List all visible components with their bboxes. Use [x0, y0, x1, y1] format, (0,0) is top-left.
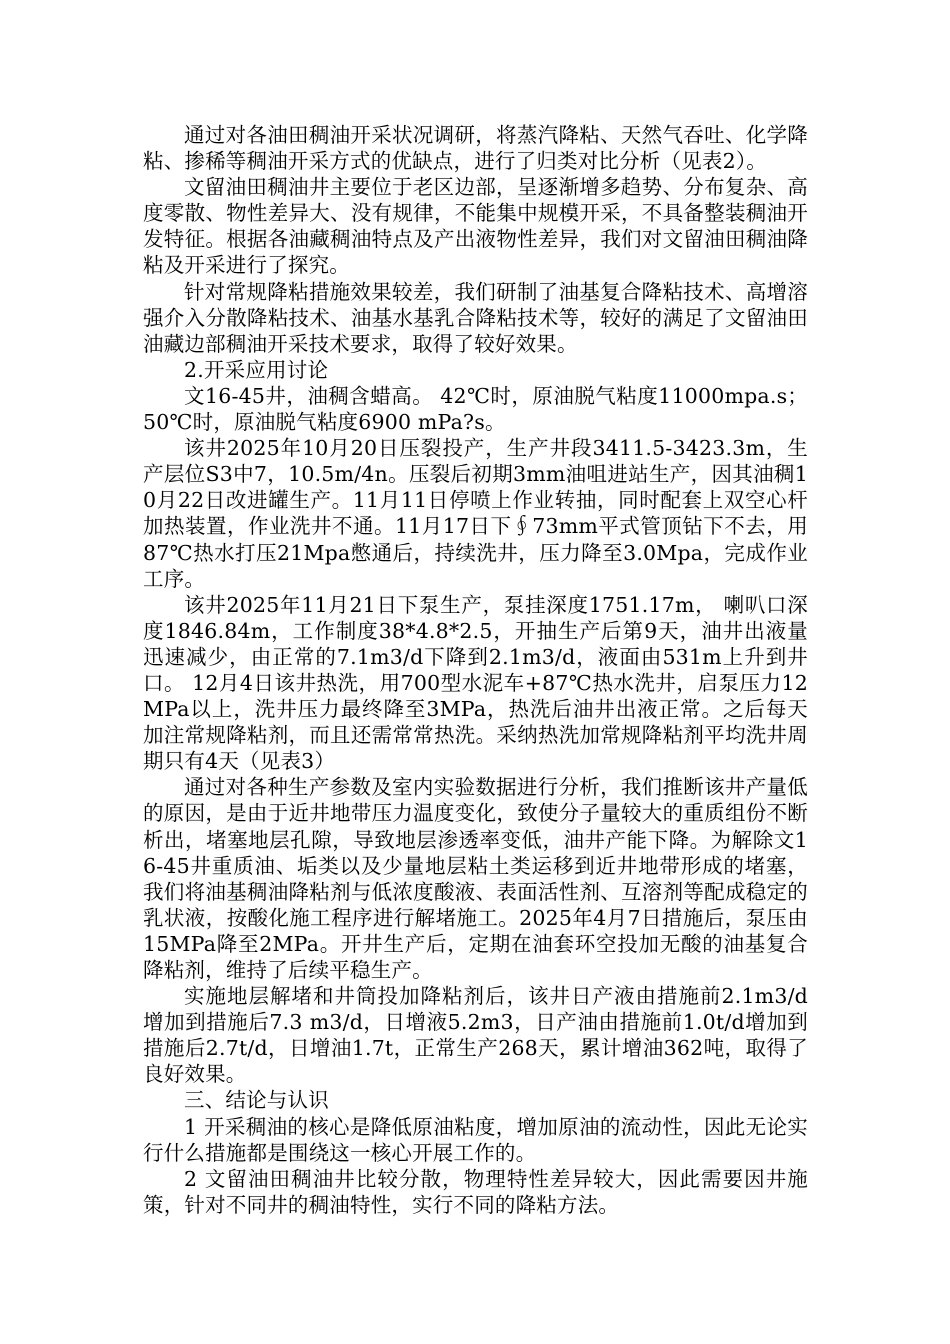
section-heading: 三、结论与认识 [184, 1088, 329, 1113]
document-body [143, 122, 808, 1218]
paragraph: 1 开采稠油的核心是降低原油粘度，增加原油的流动性，因此无论实行什么措施都是围绕这一核心开展工作的。 [143, 1114, 808, 1165]
paragraph: 文16-45井，油稠含蜡高。 42℃时，原油脱气粘度11000mpa.s；50℃时，原油脱气粘度6900 mPa?s。 [143, 383, 808, 435]
paragraph: 通过对各种生产参数及室内实验数据进行分析，我们推断该井产量低的原因，是由于近井地带压力温度变化，致使分子量较大的重质组份不断析出，堵塞地层孔隙，导致地层渗透率变低，油井产能下降。为解除文16-45井重质油、垢类以及少量地层粘土类运移到近井地带形成的堵塞，我们将油基稠油降粘剂与低浓度酸液、表面活性剂、互溶剂等配成稳定的乳状液，按酸化施工程序进行解堵施工。2025年4月7日措施后，泵压由15MPa降至2MPa。开井生产后，定期在油套环空投加无酸的油基复合降粘剂，维持了后续平稳生产。 [143, 775, 808, 982]
paragraph: 文留油田稠油井主要位于老区边部，呈逐渐增多趋势、分布复杂、高度零散、物性差异大、没有规律，不能集中规模开采，不具备整装稠油开发特征。根据各油藏稠油特点及产出液物性差异，我们对文留油田稠油降粘及开采进行了探究。 [143, 175, 808, 278]
paragraph: 2 文留油田稠油井比较分散，物理特性差异较大，因此需要因井施策，针对不同井的稠油特性，实行不同的降粘方法。 [143, 1166, 808, 1217]
paragraph: 实施地层解堵和井筒投加降粘剂后，该井日产液由措施前2.1m3/d增加到措施后7.3 m3/d，日增液5.2m3，日产油由措施前1.0t/d增加到措施后2.7t/d，日增油1.7t，正常生产268天，累计增油362吨，取得了良好效果。 [143, 984, 808, 1087]
paragraph: 针对常规降粘措施效果较差，我们研制了油基复合降粘技术、高增溶强介入分散降粘技术、油基水基乳合降粘技术等，较好的满足了文留油田油藏边部稠油开采技术要求，取得了较好效果。 [143, 279, 808, 356]
section-heading: 2.开采应用讨论 [184, 357, 329, 382]
paragraph: 该井2025年11月21日下泵生产，泵挂深度1751.17m， 喇叭口深度1846.84m，工作制度38*4.8*2.5，开抽生产后第9天，油井出液量迅速减少，由正常的7.1m3/d下降到2.1m3/d，液面由531m上升到井口。 12月4日该井热洗，用700型水泥车+87℃热水洗井，启泵压力12MPa以上，洗井压力最终降至3MPa，热洗后油井出液正常。之后每天加注常规降粘剂，而且还需常常热洗。采纳热洗加常规降粘剂平均洗井周期只有4天（见表3） [143, 592, 808, 774]
paragraph: 通过对各油田稠油开采状况调研，将蒸汽降粘、天然气吞吐、化学降粘、掺稀等稠油开采方式的优缺点，进行了归类对比分析（见表2）。 [143, 123, 808, 174]
paragraph: 该井2025年10月20日压裂投产，生产井段3411.5-3423.3m，生产层位S3中7，10.5m/4n。压裂后初期3mm油咀进站生产，因其油稠10月22日改进罐生产。11月11日停喷上作业转抽，同时配套上双空心杆加热装置，作业洗井不通。11月17日下∮73mm平式管顶钻下不去，用87℃热水打压21Mpa憋通后，持续洗井，压力降至3.0Mpa，完成作业工序。 [143, 436, 808, 591]
